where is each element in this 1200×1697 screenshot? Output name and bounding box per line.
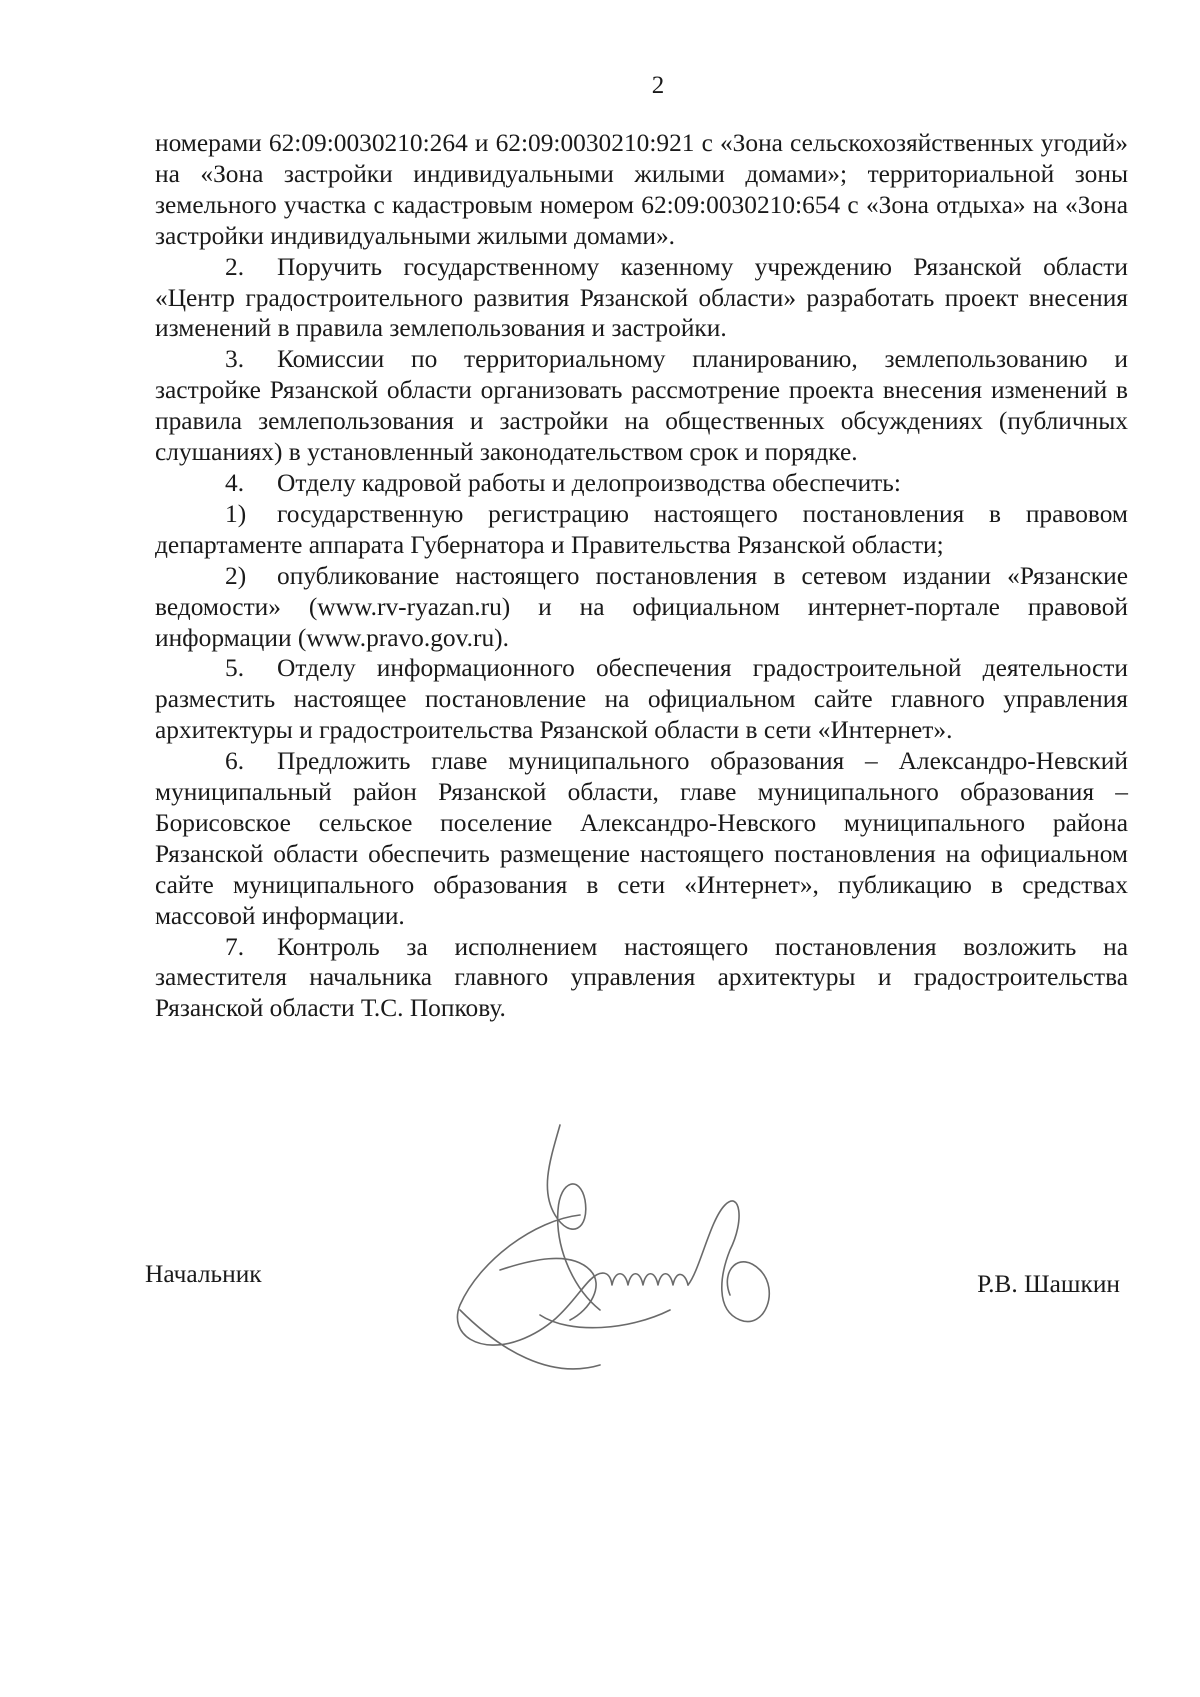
- paragraph-text: Комиссии по территориальному планированию, землепользованию и застройке Рязанской области организовать рассмотрение проекта внесения изменений в правила землепользования и застройки на общественных обсуждениях (публичных слушаниях) в установленный законодательством срок и порядке.: [155, 345, 1128, 467]
- item-number: 3.: [225, 345, 245, 374]
- paragraph-item-7: [155, 932, 1128, 1025]
- signature-block: [0, 1260, 1200, 1300]
- paragraph-subitem-2: [155, 561, 1128, 654]
- paragraph-item-2: [155, 252, 1128, 345]
- paragraph-text: Отделу кадровой работы и делопроизводства обеспечить:: [277, 468, 901, 497]
- paragraph-text: Поручить государственному казенному учреждению Рязанской области «Центр градостроительного развития Рязанской области» разработать проект внесения изменений в правила землепользования и застройки.: [155, 252, 1128, 343]
- item-number: 5.: [225, 654, 245, 683]
- paragraph-text: номерами 62:09:0030210:264 и 62:09:0030210:921 с «Зона сельскохозяйственных угодий» на «Зона застройки индивидуальными жилыми домами»; территориальной зоны земельного участка с кадастровым номером 62:09:0030210:654 с «Зона отдыха» на «Зона застройки индивидуальными жилыми домами».: [155, 129, 1128, 250]
- position-title: Начальник: [145, 1260, 262, 1288]
- paragraph-item-5: [155, 653, 1128, 746]
- paragraph-text: Предложить главе муниципального образования – Александро-Невский муниципальный район Рязанской области, главе муниципального образования – Борисовское сельское поселение Александро-Невского муниципального района Рязанской области обеспечить размещение настоящего постановления на официальном сайте муниципального образования в сети «Интернет», публикацию в средствах массовой информации.: [155, 747, 1128, 930]
- document-body: [155, 128, 1128, 1024]
- handwritten-signature: [440, 1120, 820, 1390]
- item-number: 2.: [225, 252, 245, 281]
- paragraph-text: государственную регистрацию настоящего постановления в правовом департаменте аппарата Губернатора и Правительства Рязанской области;: [155, 499, 1128, 559]
- paragraph-text: Отделу информационного обеспечения градостроительной деятельности разместить настоящее постановление на официальном сайте главного управления архитектуры и градостроительства Рязанской области в сети «Интернет».: [155, 654, 1128, 745]
- paragraph-subitem-1: [155, 499, 1128, 561]
- paragraph-text: опубликование настоящего постановления в сетевом издании «Рязанские ведомости» (www.rv-ryazan.ru) и на официальном интернет-портале правовой информации (www.pravo.gov.ru).: [155, 561, 1128, 652]
- item-number: 4.: [225, 468, 245, 497]
- paragraph-item-3: [155, 344, 1128, 468]
- paragraph-item-4: [155, 468, 1128, 499]
- paragraph-continuation: [155, 128, 1128, 252]
- item-number: 2): [225, 561, 247, 590]
- item-number: 6.: [225, 747, 245, 776]
- item-number: 1): [225, 499, 247, 528]
- paragraph-text: Контроль за исполнением настоящего постановления возложить на заместителя начальника главного управления архитектуры и градостроительства Рязанской области Т.С. Попкову.: [155, 932, 1128, 1023]
- item-number: 7.: [225, 932, 245, 961]
- paragraph-item-6: [155, 746, 1128, 931]
- page-number: 2: [651, 72, 665, 99]
- signatory-name: Р.В. Шашкин: [977, 1270, 1120, 1298]
